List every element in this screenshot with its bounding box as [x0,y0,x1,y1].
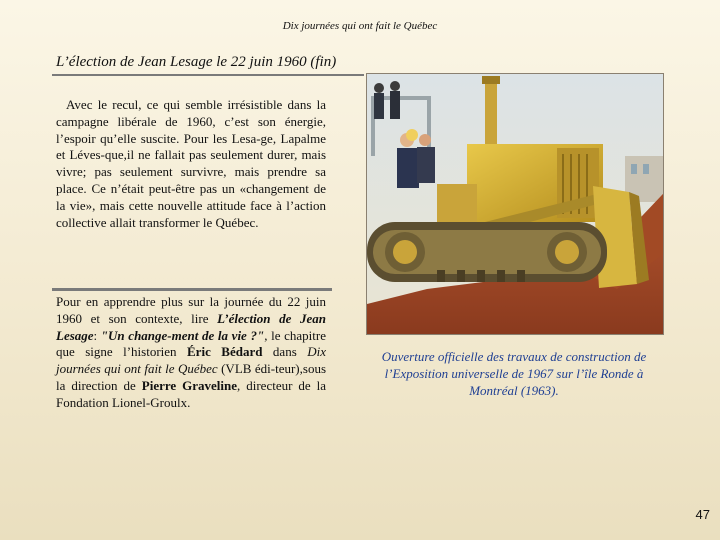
historian-name: Éric Bédard [187,344,263,360]
page-number: 47 [695,507,710,522]
note-text: dans [262,344,308,360]
note-text: , le chapitre que signe l’historien [56,327,326,360]
director-name: Pierre Graveline [141,377,238,393]
page-title: L’élection de Jean Lesage le 22 juin 1960 (fin) [56,54,337,70]
book-title: L’élection de Jean Lesage [56,310,326,343]
photo-caption: Ouverture officielle des travaux de construction de l’Exposition universelle de 1967 sur l’île Ronde à Montréal (1963). [381,349,647,398]
note-text: : [93,327,101,343]
intro-paragraph: Avec le recul, ce qui semble irrésistible dans la campagne libérale de 1960, c’est son énergie, l’espoir qu’elle suscite. Pour les Lesa-ge, Lapalme et Léves-que,il ne fallait pas seulement durer, mais vivre; pas seulement survivre, mais prendre sa place. Ce n’était peut-être pas un «changement de la vie», mais cette nouvelle attitude face à l’action collective allait transformer le Québec. [56,97,326,230]
note-text: Pour en apprendre plus sur la journée du 22 juin 1960 et son contexte, lire [56,294,326,326]
reading-note-paragraph [56,294,326,412]
collection-title: Dix journées qui ont fait le Québec [56,344,326,377]
note-text: (VLB édi-teur),sous la direction de [56,361,326,393]
bulldozer-photo [366,73,664,335]
section-divider [52,288,332,291]
title-underline [52,74,364,76]
running-header: Dix journées qui ont fait le Québec [282,20,438,32]
note-text: , directeur de la Fondation Lionel-Groulx. [56,377,327,410]
book-subtitle: "Un change-ment de la vie ?" [100,327,265,343]
